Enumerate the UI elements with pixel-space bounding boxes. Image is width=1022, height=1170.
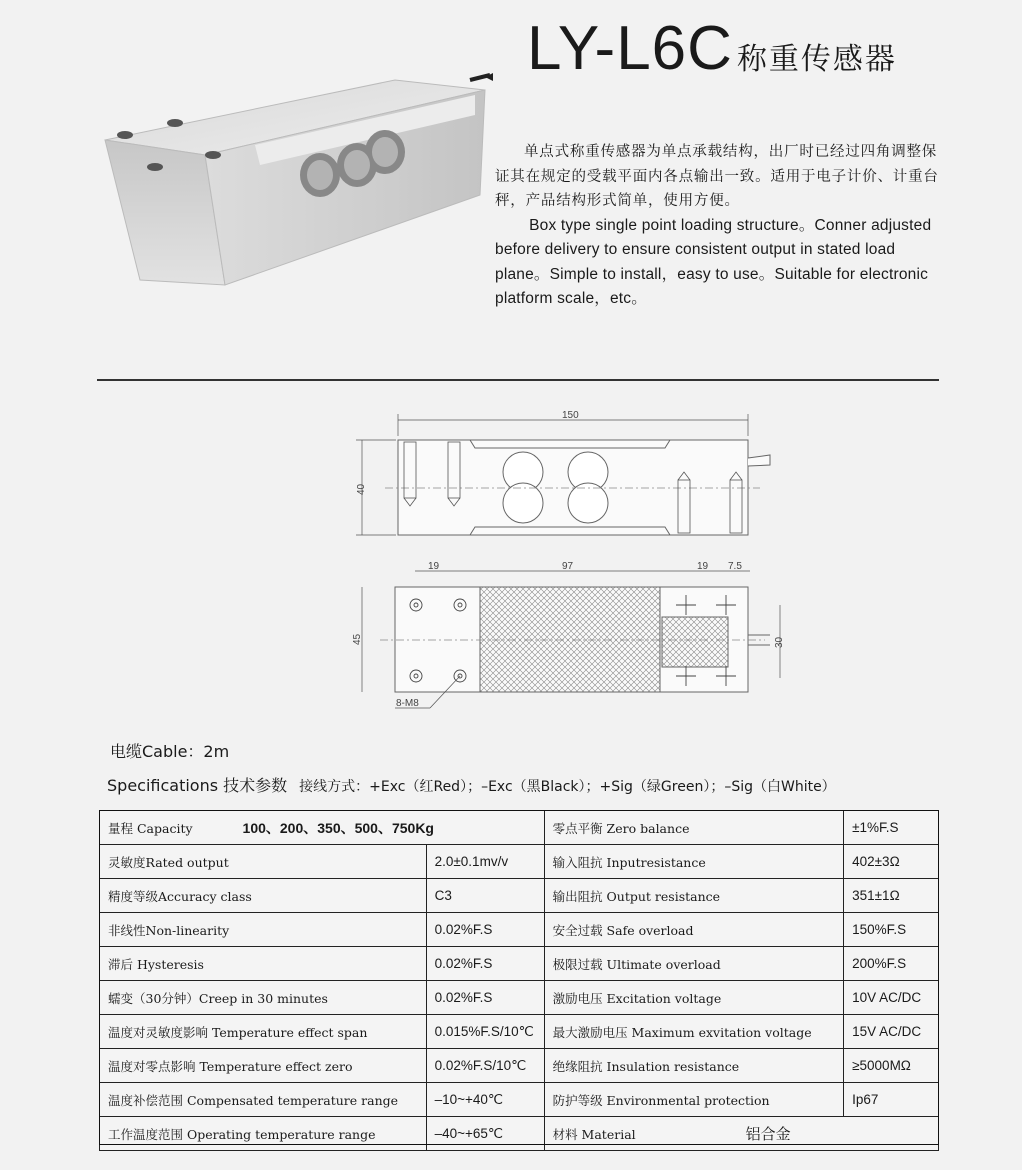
zero-balance-value: ±1%F.S <box>844 811 939 845</box>
dim-length: 150 <box>562 410 579 421</box>
zero-balance-label: 零点平衡 Zero balance <box>544 811 844 845</box>
cable-length: 电缆Cable：2m <box>110 742 230 761</box>
material-cell <box>544 1117 938 1151</box>
spec-label: 输入阻抗 Inputresistance <box>544 845 844 879</box>
spec-label: 输出阻抗 Output resistance <box>544 879 844 913</box>
spec-label: 温度补偿范围 Compensated temperature range <box>100 1083 427 1117</box>
spec-table <box>99 810 939 1151</box>
spec-value: 2.0±0.1mv/v <box>426 845 544 879</box>
description <box>495 140 945 312</box>
product-image <box>95 55 495 295</box>
dim-width: 45 <box>352 633 363 645</box>
spec-value: Ip67 <box>844 1083 939 1117</box>
dim-seg4: 7.5 <box>728 561 742 572</box>
wiring-info: 接线方式：+Exc（红Red）；–Exc（黑Black）；+Sig（绿Green）；–Sig（白White） <box>299 779 836 795</box>
capacity-label: 量程 Capacity <box>108 820 193 836</box>
material-value: 铝合金 <box>745 1125 791 1143</box>
spec-value: 402±3Ω <box>844 845 939 879</box>
table-row <box>100 913 939 947</box>
spec-label: 工作温度范围 Operating temperature range <box>100 1117 427 1151</box>
page-title <box>527 14 897 83</box>
dim-holes: 8-M8 <box>396 698 419 709</box>
spec-heading-line <box>107 773 836 796</box>
section-divider <box>97 379 939 381</box>
capacity-value: 100、200、350、500、750Kg <box>242 819 434 836</box>
spec-value: 0.02%F.S <box>426 981 544 1015</box>
spec-value: 200%F.S <box>844 947 939 981</box>
dimension-drawing <box>340 400 800 720</box>
spec-value: ≥5000MΩ <box>844 1049 939 1083</box>
spec-value: –40~+65℃ <box>426 1117 544 1151</box>
table-row <box>100 811 939 845</box>
dim-cable: 30 <box>774 636 785 648</box>
spec-label: 滞后 Hysteresis <box>100 947 427 981</box>
spec-label: 温度对灵敏度影响 Temperature effect span <box>100 1015 427 1049</box>
dim-height: 40 <box>356 483 367 495</box>
spec-value: 0.02%F.S <box>426 947 544 981</box>
spec-value: –10~+40℃ <box>426 1083 544 1117</box>
title-cn: 称重传感器 <box>736 42 897 77</box>
description-en: Box type single point loading structure。Conner adjusted before delivery to ensure consistent output in stated load plane。Simple to install，easy to use。Suitable for electronic platform scale，etc。 <box>495 216 932 307</box>
dim-seg3: 19 <box>697 561 709 572</box>
table-row <box>100 1117 939 1151</box>
spec-value: 150%F.S <box>844 913 939 947</box>
spec-value: 351±1Ω <box>844 879 939 913</box>
model-name: LY-L6C <box>527 14 733 83</box>
table-row <box>100 845 939 879</box>
capacity-cell <box>100 811 545 845</box>
table-row <box>100 879 939 913</box>
spec-value: 15V AC/DC <box>844 1015 939 1049</box>
spec-value: C3 <box>426 879 544 913</box>
dim-seg1: 19 <box>428 561 440 572</box>
spec-label: 防护等级 Environmental protection <box>544 1083 844 1117</box>
spec-value: 0.015%F.S/10℃ <box>426 1015 544 1049</box>
spec-heading: Specifications 技术参数 <box>107 776 288 795</box>
material-label: 材料 Material <box>552 1127 636 1142</box>
spec-value: 0.02%F.S <box>426 913 544 947</box>
dim-seg2: 97 <box>562 561 574 572</box>
table-row <box>100 947 939 981</box>
spec-label: 非线性Non-linearity <box>100 913 427 947</box>
spec-label: 精度等级Accuracy class <box>100 879 427 913</box>
spec-label: 最大激励电压 Maximum exvitation voltage <box>544 1015 844 1049</box>
spec-label: 灵敏度Rated output <box>100 845 427 879</box>
spec-value: 10V AC/DC <box>844 981 939 1015</box>
spec-label: 激励电压 Excitation voltage <box>544 981 844 1015</box>
table-row <box>100 1049 939 1083</box>
table-row <box>100 1015 939 1049</box>
spec-label: 安全过载 Safe overload <box>544 913 844 947</box>
spec-label: 绝缘阻抗 Insulation resistance <box>544 1049 844 1083</box>
spec-value: 0.02%F.S/10℃ <box>426 1049 544 1083</box>
spec-label: 温度对零点影响 Temperature effect zero <box>100 1049 427 1083</box>
spec-label: 极限过载 Ultimate overload <box>544 947 844 981</box>
spec-label: 蠕变（30分钟）Creep in 30 minutes <box>100 981 427 1015</box>
table-row <box>100 1083 939 1117</box>
description-cn: 单点式称重传感器为单点承载结构，出厂时已经过四角调整保证其在规定的受载平面内各点输出一致。适用于电子计价、计重台秤，产品结构形式简单，使用方便。 <box>495 144 939 209</box>
table-row <box>100 981 939 1015</box>
